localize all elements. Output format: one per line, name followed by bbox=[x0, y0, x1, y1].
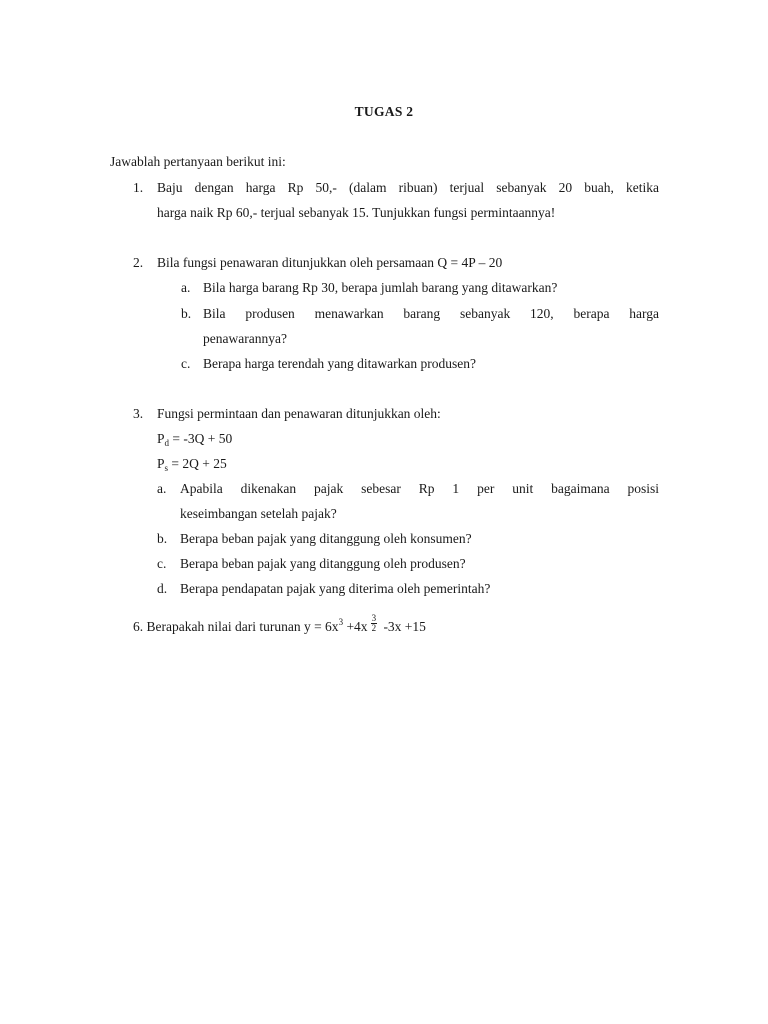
q1-text-line2: harga naik Rp 60,- terjual sebanyak 15. Tunjukkan fungsi permintaannya! bbox=[157, 205, 556, 220]
q6-prefix: 6. Berapakah nilai dari turunan y = 6x bbox=[133, 619, 339, 634]
q1-number: 1. bbox=[133, 180, 144, 195]
q3-b-text: Berapa beban pajak yang ditanggung oleh konsumen? bbox=[180, 531, 472, 546]
pd-subscript: d bbox=[164, 438, 170, 448]
q3-number: 3. bbox=[133, 406, 144, 421]
q2-a-text: Bila harga barang Rp 30, berapa jumlah barang yang ditawarkan? bbox=[203, 280, 558, 295]
q2-b-label: b. bbox=[181, 306, 192, 321]
pd-base: P bbox=[157, 431, 165, 446]
document-title: TUGAS 2 bbox=[354, 104, 414, 119]
q3-a-text-line2: keseimbangan setelah pajak? bbox=[180, 506, 337, 521]
q2-b-text-line2: penawarannya? bbox=[203, 331, 287, 346]
ps-equation: = 2Q + 25 bbox=[168, 456, 227, 471]
pd-equation: = -3Q + 50 bbox=[169, 431, 233, 446]
q3-text: Fungsi permintaan dan penawaran ditunjukkan oleh: bbox=[157, 406, 441, 421]
q2-a-label: a. bbox=[181, 280, 191, 295]
fraction-numerator: 3 bbox=[371, 613, 377, 624]
q3-a-label: a. bbox=[157, 481, 167, 496]
q6-fraction-exponent bbox=[371, 614, 378, 633]
q2-b-text-line1: Bila produsen menawarkan barang sebanyak 120, berapa harga bbox=[203, 306, 659, 321]
q2-text: Bila fungsi penawaran ditunjukkan oleh persamaan Q = 4P – 20 bbox=[157, 255, 503, 270]
q3-c-label: c. bbox=[157, 556, 167, 571]
ps-subscript: s bbox=[164, 463, 169, 473]
q3-d-text: Berapa pendapatan pajak yang diterima oleh pemerintah? bbox=[180, 581, 491, 596]
q2-c-label: c. bbox=[181, 356, 191, 371]
q3-demand-equation bbox=[157, 430, 232, 452]
q2-c-text: Berapa harga terendah yang ditawarkan produsen? bbox=[203, 356, 477, 371]
ps-base: P bbox=[157, 456, 165, 471]
q6-text bbox=[133, 613, 426, 637]
q3-c-text: Berapa beban pajak yang ditanggung oleh produsen? bbox=[180, 556, 466, 571]
q6-exponent: 3 bbox=[338, 617, 344, 627]
q2-number: 2. bbox=[133, 255, 144, 270]
fraction-denominator: 2 bbox=[371, 623, 377, 634]
q3-b-label: b. bbox=[157, 531, 168, 546]
q6-suffix: -3x +15 bbox=[380, 619, 426, 634]
q6-mid: +4x bbox=[343, 619, 368, 634]
q3-a-text-line1: Apabila dikenakan pajak sebesar Rp 1 per unit bagaimana posisi bbox=[180, 481, 659, 496]
q3-supply-equation bbox=[157, 455, 227, 477]
q1-text-line1: Baju dengan harga Rp 50,- (dalam ribuan) terjual sebanyak 20 buah, ketika bbox=[157, 180, 659, 195]
intro-text: Jawablah pertanyaan berikut ini: bbox=[110, 154, 286, 169]
q3-d-label: d. bbox=[157, 581, 168, 596]
